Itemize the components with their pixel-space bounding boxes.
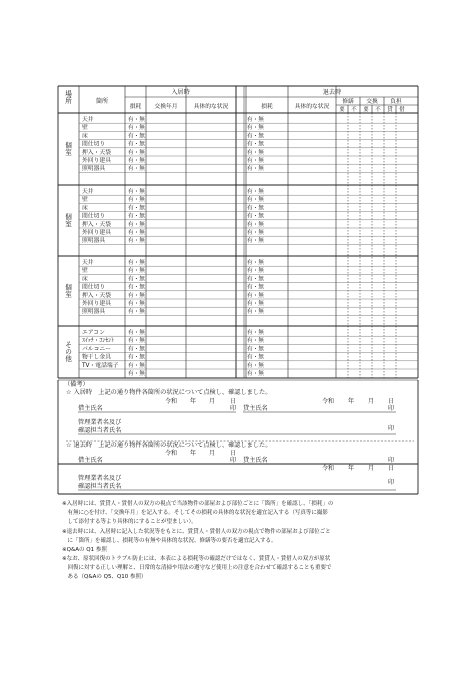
yesno-in: 有・無 [128, 330, 145, 336]
yesno-in: 有・無 [128, 158, 145, 164]
remarks-title: （備考） [64, 381, 89, 388]
section-label: 個室 [65, 283, 72, 299]
item-label: 天井 [82, 260, 94, 266]
yesno-out: 有・無 [247, 166, 264, 173]
date-day: 日 [230, 450, 237, 457]
yesno-in: 有・無 [128, 301, 145, 307]
yesno-in: 有・無 [128, 338, 145, 345]
item-label: 照明器具 [82, 166, 106, 173]
col-replace: 交換 [366, 99, 378, 105]
lender-name-label: 貸主氏名 [243, 405, 268, 412]
table-text [62, 88, 405, 580]
col-condition-in: 具体的な状況 [193, 104, 229, 110]
seal-mark: 印 [230, 405, 237, 412]
item-label: バルコニー [82, 346, 111, 353]
manager-label: 管理業者名及び [78, 419, 122, 426]
yesno-out: 有・無 [247, 284, 264, 291]
yesno-in: 有・無 [128, 238, 145, 245]
seal-mark: 印 [388, 457, 395, 464]
seal-mark: 印 [388, 425, 395, 432]
item-label: 壁 [82, 125, 88, 132]
yesno-in: 有・無 [128, 213, 145, 220]
borrower-name-label: 借主氏名 [78, 457, 103, 464]
date-era: 令和 [322, 398, 335, 405]
yesno-in: 有・無 [128, 189, 145, 195]
note-line: ※Q&Aの Q1 参照 [62, 547, 107, 553]
item-label: 壁 [82, 268, 88, 275]
seal-mark: 印 [388, 479, 395, 486]
date-era: 令和 [322, 465, 335, 472]
manager-label: 確認担当者氏名 [78, 427, 122, 434]
yesno-out: 有・無 [247, 238, 264, 245]
repair-sub-label: 不 [375, 107, 381, 113]
date-day: 日 [388, 398, 395, 405]
item-label: 外回り建具 [82, 158, 111, 164]
section-label: 個室 [65, 141, 72, 157]
yesno-in: 有・無 [128, 166, 145, 173]
yesno-out: 有・無 [247, 189, 264, 195]
borrower-name-label: 借主氏名 [78, 405, 103, 412]
note-line: ※退去時には、入居時に記入した状況等をもとに、賃貸人・賃借人の双方の視点で物件の部屋および部位ごと [62, 529, 331, 535]
yesno-out: 有・無 [247, 221, 264, 228]
date-era: 令和 [165, 398, 178, 405]
yesno-in: 有・無 [128, 125, 145, 132]
yesno-out: 有・無 [247, 213, 264, 220]
yesno-in: 有・無 [128, 346, 145, 353]
yesno-in: 有・無 [128, 292, 145, 299]
yesno-out: 有・無 [247, 260, 264, 266]
item-label: 床 [82, 133, 88, 140]
date-year: 年 [348, 398, 355, 405]
yesno-in: 有・無 [128, 197, 145, 204]
yesno-out: 有・無 [247, 330, 264, 336]
repair-sub-label: 借 [399, 107, 405, 113]
col-repair: 修繕 [342, 99, 354, 105]
yesno-in: 有・無 [128, 354, 145, 361]
item-label: 照明器具 [82, 309, 106, 316]
repair-sub-label: 不 [351, 107, 357, 113]
item-label: 床 [82, 276, 88, 283]
item-label: 押入・天袋 [82, 149, 111, 156]
yesno-in: 有・無 [128, 309, 145, 316]
item-label: 天井 [82, 189, 94, 195]
yesno-out: 有・無 [247, 133, 264, 140]
yesno-in: 有・無 [128, 362, 145, 369]
yesno-out: 有・無 [247, 149, 264, 156]
yesno-out: 有・無 [247, 309, 264, 316]
yesno-out: 有・無 [247, 117, 264, 123]
yesno-out: 有・無 [247, 268, 264, 275]
note-line: 回復に対する正しい理解と、日常的な清掃や用法の遵守など使用上の注意を合わせて確認することも重要で [62, 565, 332, 571]
item-label: 間仕切り [82, 141, 106, 148]
col-replace-month: 交換年月 [154, 104, 178, 110]
item-label: TV・電話端子 [82, 362, 119, 369]
yesno-in: 有・無 [128, 133, 145, 140]
item-label: 天井 [82, 117, 94, 123]
yesno-out: 有・無 [247, 141, 264, 148]
yesno-in: 有・無 [128, 149, 145, 156]
date-year: 年 [348, 465, 355, 472]
item-label: 床 [82, 205, 88, 212]
yesno-out: 有・無 [247, 371, 264, 377]
note-line: 有無に○を付け、「交換年月」を記入する。そしてその損耗の具体的な状況を適宜記入する（写真等に撮影 [62, 510, 328, 516]
yesno-in: 有・無 [128, 268, 145, 275]
section-label: その他 [65, 340, 72, 364]
manager-label: 管理業者名及び [78, 475, 122, 482]
note-line: ※入居時には、賃貸人・賃借人の双方の視点で当該物件の部屋および部位ごとに「箇所」を確認し、「損耗」の [62, 501, 334, 507]
yesno-out: 有・無 [247, 346, 264, 353]
note-line: ある（Q&Aの Q5、Q10 参照） [62, 574, 147, 580]
date-year: 年 [190, 450, 197, 457]
item-label: 間仕切り [82, 213, 106, 220]
note-line: に「箇所」を確認し、損耗等の有無や具体的な状況、修繕等の要否を適宜記入する。 [62, 538, 277, 544]
item-label: 押入・天袋 [82, 221, 111, 228]
item-label: 押入・天袋 [82, 292, 111, 299]
yesno-out: 有・無 [247, 292, 264, 299]
col-damage-out: 損耗 [261, 104, 273, 110]
yesno-in: 有・無 [128, 371, 145, 377]
yesno-in: 有・無 [128, 205, 145, 212]
item-label: 壁 [82, 197, 88, 204]
yesno-in: 有・無 [128, 276, 145, 283]
yesno-out: 有・無 [247, 125, 264, 132]
yesno-out: 有・無 [247, 197, 264, 204]
yesno-out: 有・無 [247, 354, 264, 361]
seal-mark: 印 [230, 457, 237, 464]
item-label: 間仕切り [82, 284, 106, 291]
yesno-out: 有・無 [247, 205, 264, 212]
date-month: 月 [368, 398, 375, 405]
date-month: 月 [209, 398, 216, 405]
yesno-out: 有・無 [247, 301, 264, 307]
col-damage-in: 損耗 [129, 104, 142, 110]
yesno-out: 有・無 [247, 158, 264, 164]
yesno-in: 有・無 [128, 221, 145, 228]
date-month: 月 [368, 465, 375, 472]
item-label: ｽｲｯﾁ・ｺﾝｾﾝﾄ [82, 338, 114, 345]
item-label: 外回り建具 [82, 301, 111, 307]
yesno-in: 有・無 [128, 230, 145, 236]
date-month: 月 [209, 450, 216, 457]
yesno-out: 有・無 [247, 230, 264, 236]
lender-name-label: 貸主氏名 [243, 457, 268, 464]
date-era: 令和 [165, 450, 178, 457]
col-condition-out: 具体的な状況 [294, 104, 330, 110]
manager-label: 確認担当者氏名 [78, 483, 122, 490]
section-label: 個室 [65, 212, 72, 229]
seal-mark: 印 [388, 405, 395, 412]
note-line: ※なお、原状回復のトラブル防止には、本表による損耗等の確認だけではなく、賃貸人・賃借人の双方が原状 [62, 556, 331, 562]
move-out-confirm: ☆ 退去時 上記の通り物件各箇所の状況について点検し、確認しました。 [66, 442, 272, 449]
move-in-confirm: ☆ 入居時 上記の通り物件各箇所の状況について点検し、確認しました。 [66, 389, 272, 396]
item-label: エアコン [82, 330, 105, 336]
item-label: 外回り建具 [82, 230, 111, 236]
repair-sub-label: 貸 [387, 107, 393, 113]
col-burden: 負担 [390, 99, 402, 105]
yesno-in: 有・無 [128, 284, 145, 291]
date-year: 年 [190, 398, 197, 405]
yesno-in: 有・無 [128, 141, 145, 148]
yesno-out: 有・無 [247, 276, 264, 283]
repair-sub-label: 要 [339, 107, 345, 113]
location-header: 箇所 [95, 98, 109, 105]
yesno-out: 有・無 [247, 338, 264, 345]
date-day: 日 [230, 398, 237, 405]
item-label: 照明器具 [82, 238, 106, 245]
yesno-out: 有・無 [247, 362, 264, 369]
yesno-in: 有・無 [128, 117, 145, 123]
move-in-title: 入居時 [171, 89, 190, 96]
repair-sub-label: 要 [363, 107, 369, 113]
move-out-title: 退去時 [322, 89, 342, 96]
item-label: 物干し金具 [82, 354, 111, 361]
place-header: 場所 [65, 90, 72, 105]
note-line: して添付する等より具体的にすることが望ましい）。 [62, 519, 197, 525]
yesno-in: 有・無 [128, 260, 145, 266]
date-day: 日 [388, 465, 395, 472]
